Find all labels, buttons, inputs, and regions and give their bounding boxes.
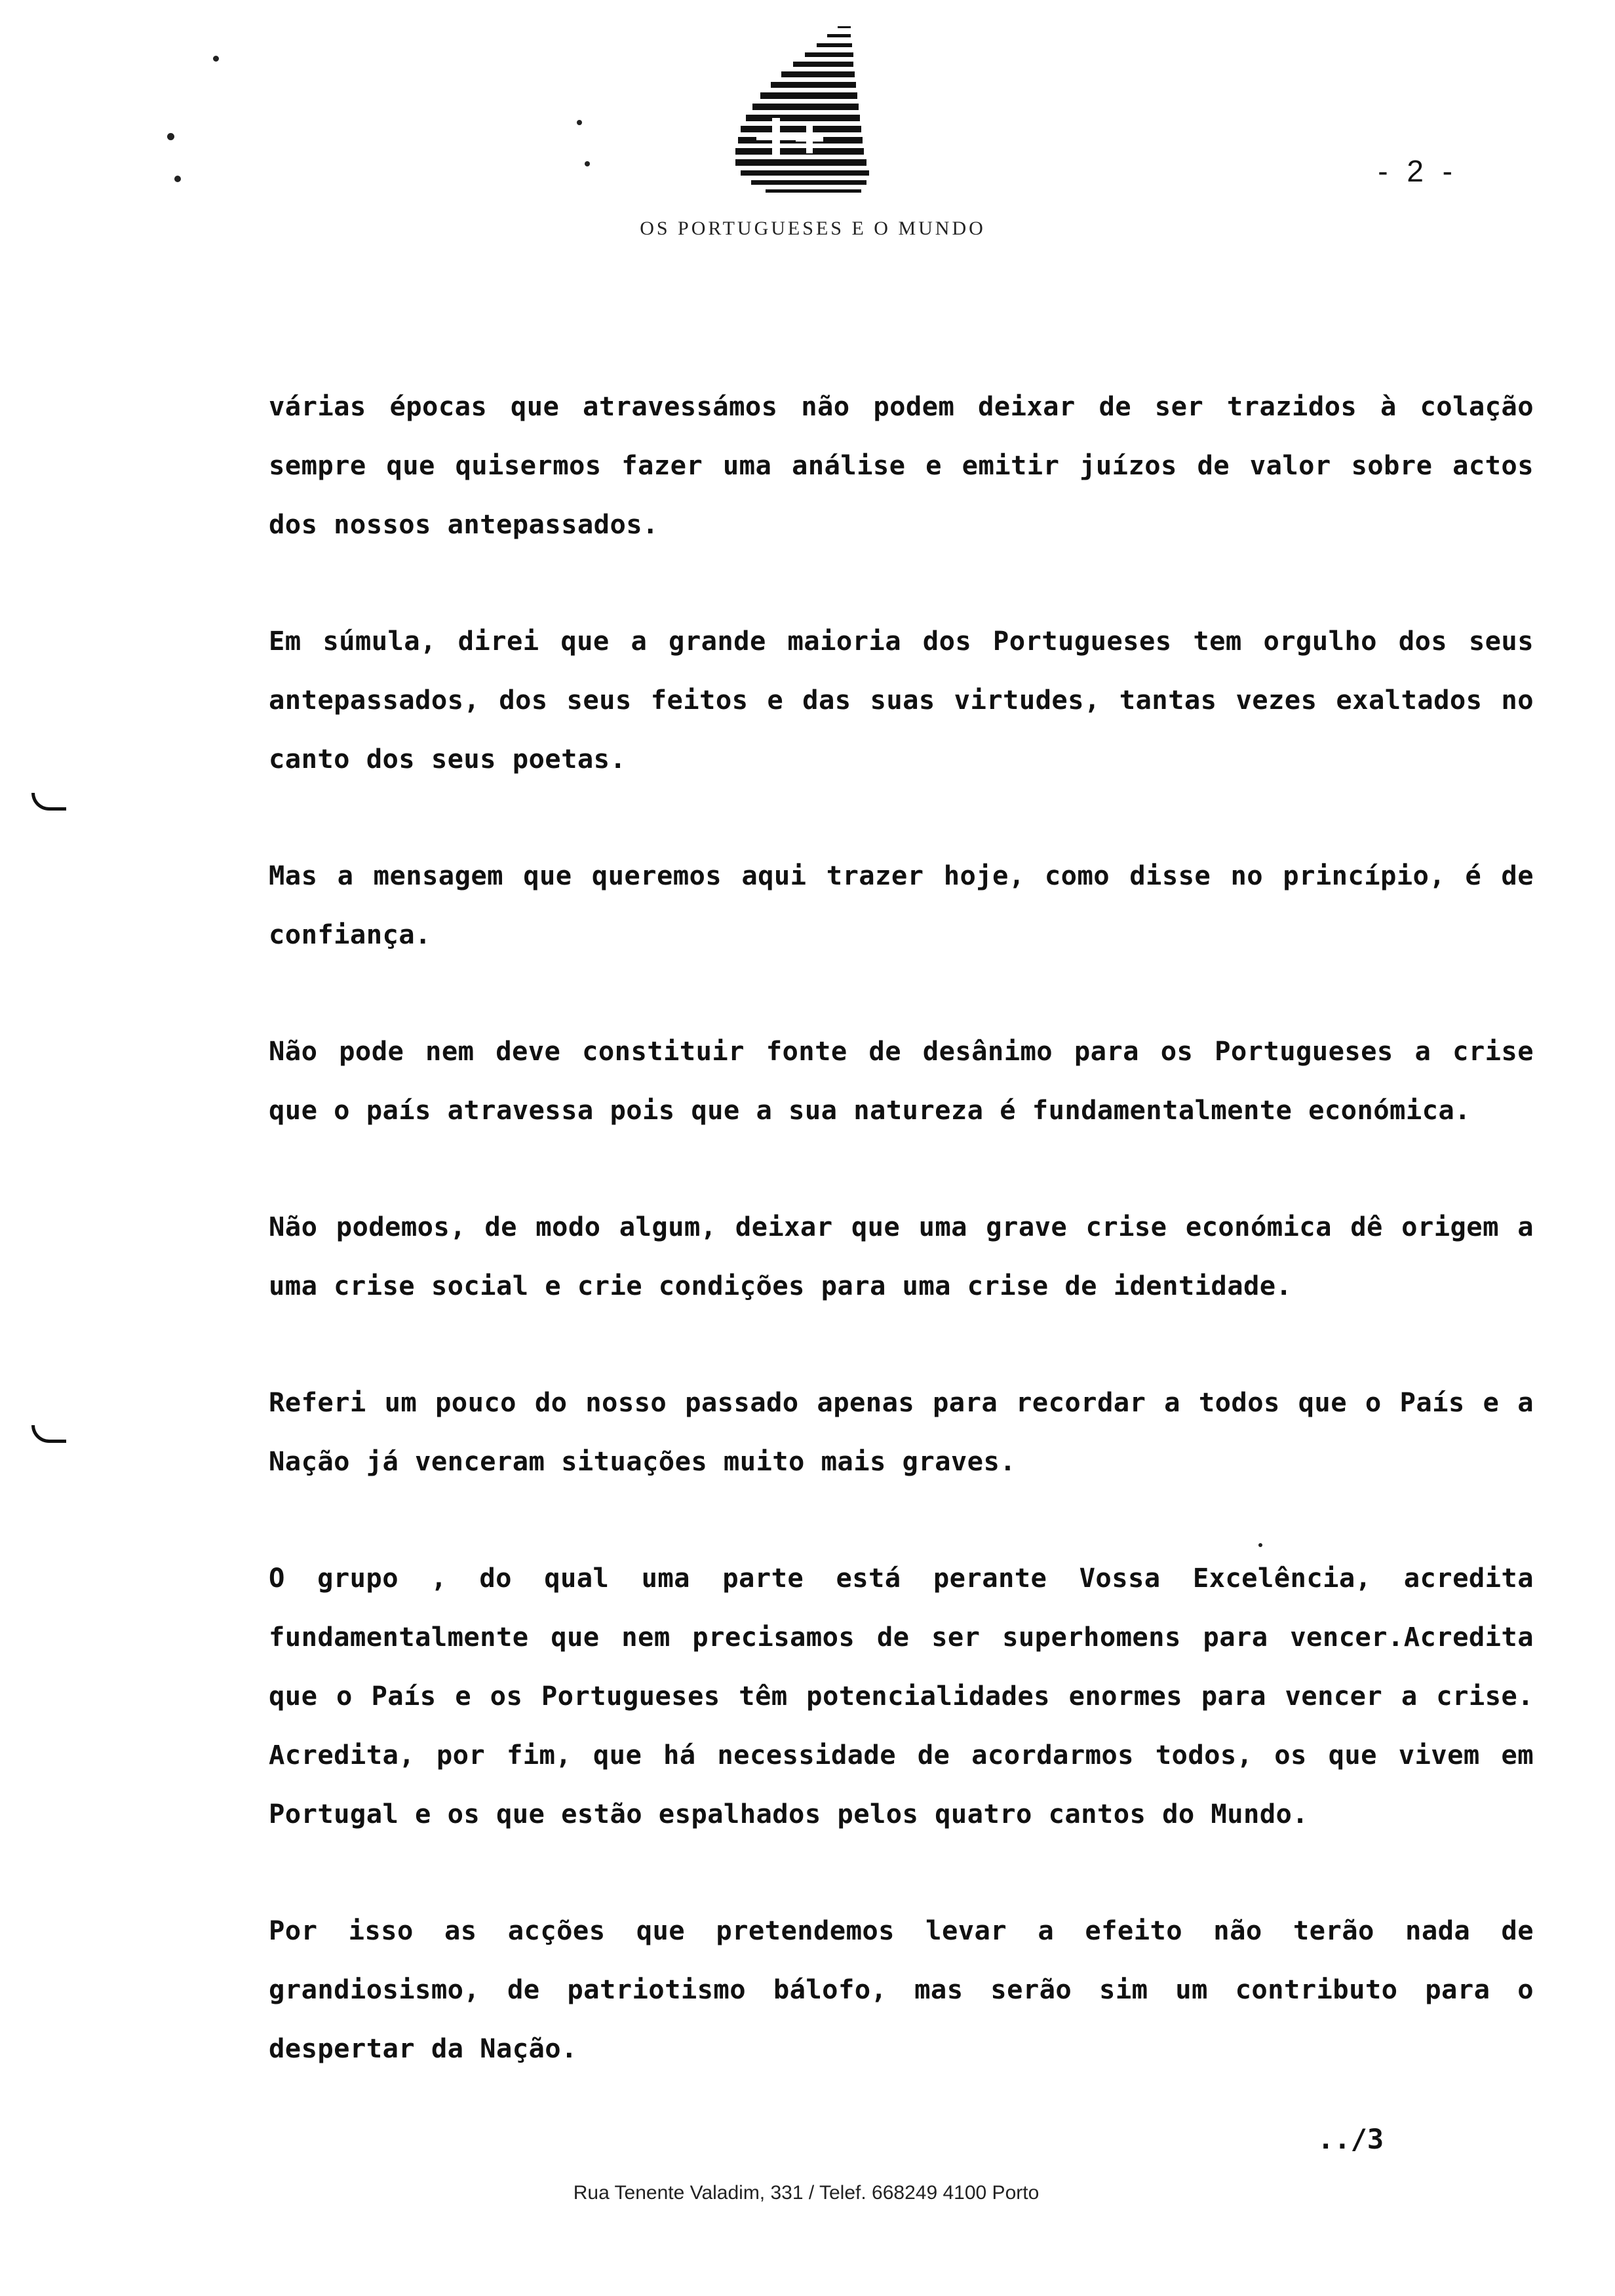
scan-speck [585,161,590,166]
scan-speck [213,56,219,62]
page-number: - 2 - [1378,154,1458,188]
paragraph: Referi um pouco do nosso passado apenas para recordar a todos que o País e a Nação já venceram situações muito mais graves. [269,1387,1534,1477]
scan-mark [31,793,66,811]
paragraph: Mas a mensagem que queremos aqui trazer hoje, como disse no princípio, é de confiança. [269,860,1534,950]
scan-speck [174,176,181,182]
ship-logo [688,20,911,210]
letter-body [269,377,1534,2135]
organization-name: OS PORTUGUESES E O MUNDO [640,218,986,239]
continuation-marker: ../3 [1317,2123,1384,2155]
paragraph: Por isso as acções que pretendemos levar a efeito não terão nada de grandiosismo, de patriotismo bálofo, mas serão sim um contributo para o despertar da Nação. [269,1915,1534,2064]
scan-mark [31,1425,66,1443]
paragraph: Não pode nem deve constituir fonte de desânimo para os Portugueses a crise que o país atravessa pois que a sua natureza é fundamentalmente económica. [269,1035,1534,1126]
footer-address: Rua Tenente Valadim, 331 / Telef. 668249 4100 Porto [573,2182,1040,2204]
paragraph: O grupo , do qual uma parte está perante Vossa Excelência, acredita fundamentalmente que nem precisamos de ser superhomens para vencer.Acredita que o País e os Portugueses têm potencialidades enormes para vencer a crise. Acredita, por fim, que há necessidade de acordarmos todos, os que vivem em Portugal e os que estão espalhados pelos quatro cantos do Mundo. [269,1562,1534,1829]
paragraph: várias épocas que atravessámos não podem deixar de ser trazidos à colação sempre que quisermos fazer uma análise e emitir juízos de valor sobre actos dos nossos antepassados. [269,391,1534,540]
scan-speck [167,133,174,140]
scan-speck [577,120,582,125]
paragraph: Não podemos, de modo algum, deixar que uma grave crise económica dê origem a uma crise social e crie condições para uma crise de identidade. [269,1211,1534,1301]
paragraph: Em súmula, direi que a grande maioria dos Portugueses tem orgulho dos seus antepassados, dos seus feitos e das suas virtudes, tantas vezes exaltados no canto dos seus poetas. [269,625,1534,775]
